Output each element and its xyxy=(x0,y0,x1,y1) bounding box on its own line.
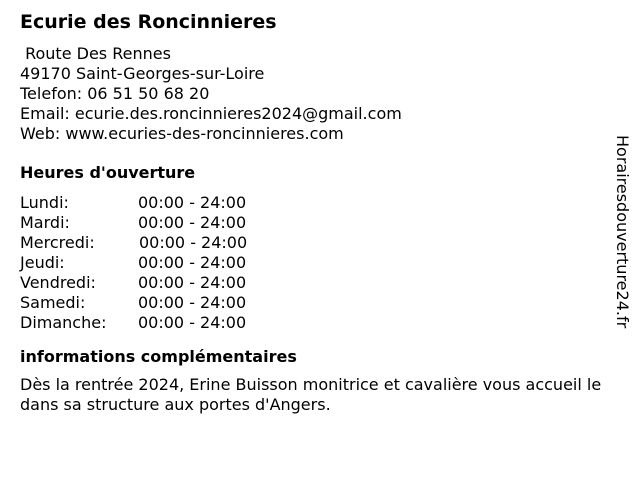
time-range: 00:00 - 24:00 xyxy=(138,273,247,292)
day-label: Jeudi: xyxy=(20,253,65,272)
time-range: 00:00 - 24:00 xyxy=(139,233,248,252)
day-label: Vendredi: xyxy=(20,273,96,292)
hours-heading: Heures d'ouverture xyxy=(20,163,196,182)
city-address: 49170 Saint-Georges-sur-Loire xyxy=(20,64,265,83)
day-label: Lundi: xyxy=(20,193,69,212)
contact-block xyxy=(20,44,610,144)
street-address: Route Des Rennes xyxy=(20,44,171,63)
web-line: Web: www.ecuries-des-roncinnieres.com xyxy=(20,124,344,143)
side-brand-watermark: Horairesdouverture24.fr xyxy=(613,135,632,329)
info-text: Dès la rentrée 2024, Erine Buisson monitrice et cavalière vous accueil le dans sa structure aux portes d'Angers. xyxy=(20,375,602,414)
phone-line: Telefon: 06 51 50 68 20 xyxy=(20,84,210,103)
email-line: Email: ecurie.des.roncinnieres2024@gmail.com xyxy=(20,104,402,123)
time-range: 00:00 - 24:00 xyxy=(138,193,247,212)
day-label: Dimanche: xyxy=(20,313,107,332)
business-card xyxy=(20,10,610,415)
hours-row-friday xyxy=(20,273,610,293)
info-heading: informations complémentaires xyxy=(20,347,297,366)
day-label: Mercredi: xyxy=(20,233,95,252)
hours-row-saturday xyxy=(20,293,610,313)
time-range: 00:00 - 24:00 xyxy=(138,293,247,312)
day-label: Samedi: xyxy=(20,293,86,312)
hours-row-sunday xyxy=(20,313,610,333)
hours-row-monday xyxy=(20,193,610,213)
day-label: Mardi: xyxy=(20,213,70,232)
hours-row-tuesday xyxy=(20,213,610,233)
time-range: 00:00 - 24:00 xyxy=(138,253,247,272)
time-range: 00:00 - 24:00 xyxy=(138,213,247,232)
business-name: Ecurie des Roncinnieres xyxy=(20,11,277,33)
opening-hours xyxy=(20,193,610,333)
hours-row-wednesday xyxy=(20,233,610,253)
time-range: 00:00 - 24:00 xyxy=(138,313,247,332)
hours-row-thursday xyxy=(20,253,610,273)
